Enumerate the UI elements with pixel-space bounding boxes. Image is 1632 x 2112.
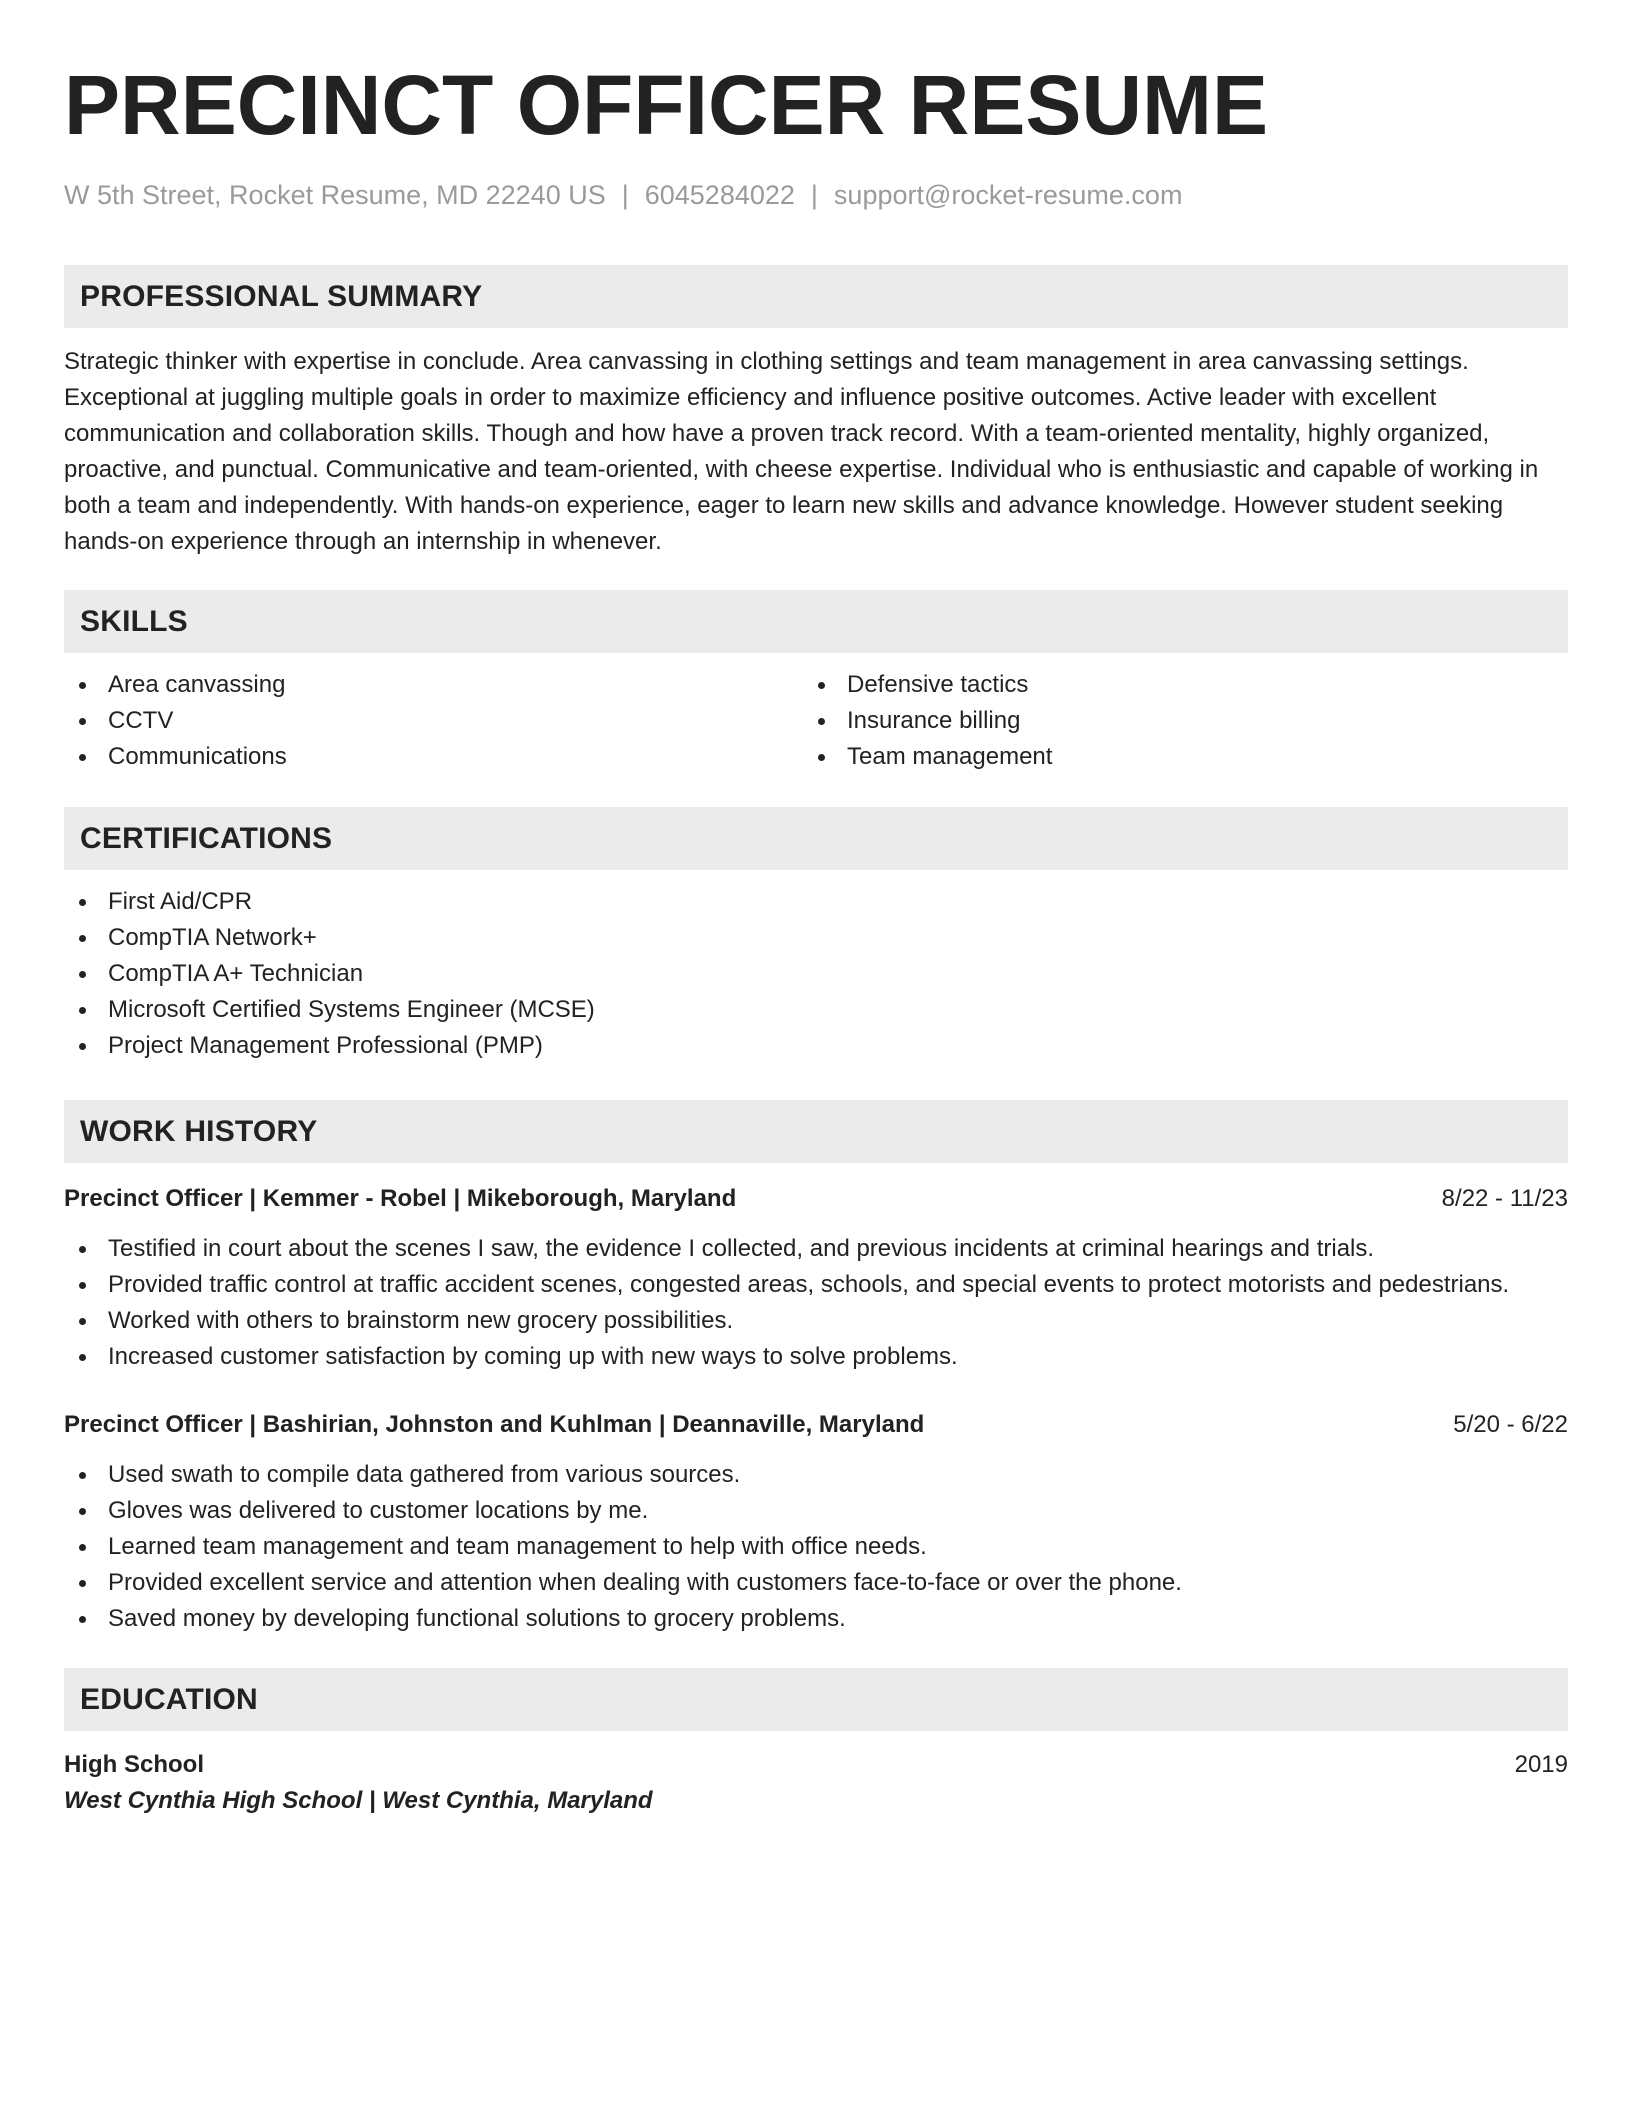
section-heading-summary: PROFESSIONAL SUMMARY xyxy=(64,265,1568,328)
job-title: Precinct Officer | Kemmer - Robel | Mikeborough, Maryland xyxy=(64,1185,737,1212)
skills-column-left xyxy=(64,667,803,775)
section-heading-education: EDUCATION xyxy=(64,1668,1568,1731)
contact-line xyxy=(64,177,1568,213)
education-header xyxy=(64,1747,1568,1783)
job-dates: 5/20 - 6/22 xyxy=(1453,1411,1568,1438)
job-duty-item: Saved money by developing functional solutions to grocery problems. xyxy=(64,1601,1568,1637)
skill-item: CCTV xyxy=(64,703,803,739)
certification-item: CompTIA A+ Technician xyxy=(64,956,1568,992)
job-header xyxy=(64,1407,1568,1443)
job-duty-item: Provided excellent service and attention when dealing with customers face-to-face or over the phone. xyxy=(64,1565,1568,1601)
job-duty-item: Learned team management and team management to help with office needs. xyxy=(64,1529,1568,1565)
contact-email: support@rocket-resume.com xyxy=(833,180,1183,210)
skill-item: Insurance billing xyxy=(803,703,1542,739)
skill-item: Communications xyxy=(64,739,803,775)
skills-column-right xyxy=(803,667,1542,775)
skill-item: Area canvassing xyxy=(64,667,803,703)
job-duty-item: Testified in court about the scenes I saw, the evidence I collected, and previous incidents at criminal hearings and trials. xyxy=(64,1231,1568,1267)
job-duty-item: Worked with others to brainstorm new grocery possibilities. xyxy=(64,1303,1568,1339)
certification-item: Project Management Professional (PMP) xyxy=(64,1028,1568,1064)
contact-separator: | xyxy=(621,180,629,210)
certification-item: CompTIA Network+ xyxy=(64,920,1568,956)
certification-item: Microsoft Certified Systems Engineer (MCSE) xyxy=(64,992,1568,1028)
job-duty-item: Provided traffic control at traffic accident scenes, congested areas, schools, and special events to protect motorists and pedestrians. xyxy=(64,1267,1568,1303)
skill-item: Defensive tactics xyxy=(803,667,1542,703)
education-year: 2019 xyxy=(1514,1751,1568,1778)
resume-title: PRECINCT OFFICER RESUME xyxy=(64,58,1269,152)
skills-list xyxy=(64,667,1568,775)
section-heading-skills: SKILLS xyxy=(64,590,1568,653)
job-duty-item: Gloves was delivered to customer locations by me. xyxy=(64,1493,1568,1529)
job-duty-item: Used swath to compile data gathered from various sources. xyxy=(64,1457,1568,1493)
contact-phone: 6045284022 xyxy=(644,180,795,210)
job-header xyxy=(64,1181,1568,1217)
education-degree: High School xyxy=(64,1751,204,1778)
summary-text: Strategic thinker with expertise in conclude. Area canvassing in clothing settings and team management in area canvassing settings. Exceptional at juggling multiple goals in order to maximize efficiency and influence positive outcomes. Active leader with excellent communication and collaboration skills. Though and how have a proven track record. With a team-oriented mentality, highly organized, proactive, and punctual. Communicative and team-oriented, with cheese expertise. Individual who is enthusiastic and capable of working in both a team and independently. With hands-on experience, eager to learn new skills and advance knowledge. However student seeking hands-on experience through an internship in whenever. xyxy=(64,348,1539,555)
job-dates: 8/22 - 11/23 xyxy=(1441,1185,1568,1212)
certification-item: First Aid/CPR xyxy=(64,884,1568,920)
job-duties-list xyxy=(64,1457,1568,1637)
job-title: Precinct Officer | Bashirian, Johnston and Kuhlman | Deannaville, Maryland xyxy=(64,1411,925,1438)
section-heading-certifications: CERTIFICATIONS xyxy=(64,807,1568,870)
job-duties-list xyxy=(64,1231,1568,1375)
section-heading-work-history: WORK HISTORY xyxy=(64,1100,1568,1163)
contact-address: W 5th Street, Rocket Resume, MD 22240 US xyxy=(64,180,606,210)
education-school: West Cynthia High School | West Cynthia, Maryland xyxy=(64,1787,653,1814)
certifications-list xyxy=(64,884,1568,1064)
job-duty-item: Increased customer satisfaction by coming up with new ways to solve problems. xyxy=(64,1339,1568,1375)
skill-item: Team management xyxy=(803,739,1542,775)
contact-separator: | xyxy=(810,180,818,210)
